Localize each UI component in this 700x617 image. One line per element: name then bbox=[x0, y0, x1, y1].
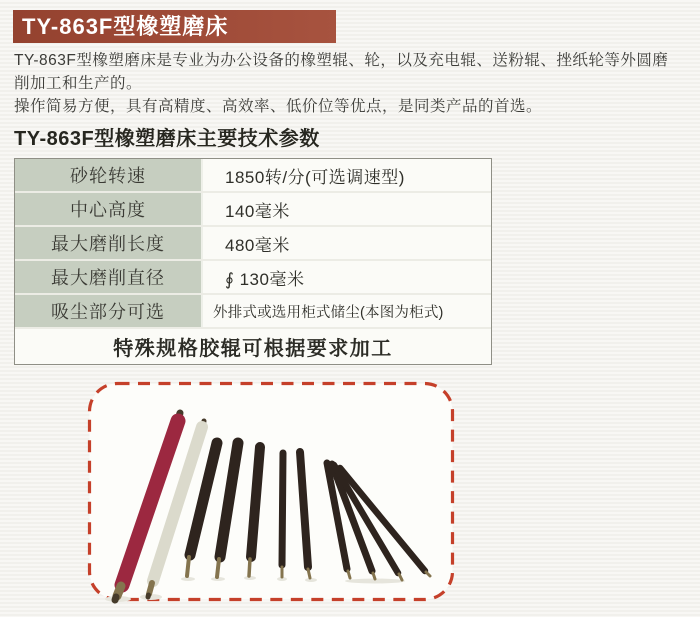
table-row bbox=[15, 261, 491, 295]
spec-value: ∮ 130毫米 bbox=[225, 269, 305, 289]
product-photo bbox=[85, 379, 457, 605]
page-title: TY-863F型橡塑磨床 bbox=[13, 10, 336, 43]
spec-label: 最大磨削直径 bbox=[15, 261, 203, 293]
table-row bbox=[15, 193, 491, 227]
table-row bbox=[15, 295, 491, 329]
spec-value: 480毫米 bbox=[225, 235, 290, 255]
spec-value: 140毫米 bbox=[225, 201, 290, 221]
spec-label: 最大磨削长度 bbox=[15, 227, 203, 259]
spec-value: 1850转/分(可选调速型) bbox=[225, 167, 405, 187]
intro-paragraph-2: 操作简易方便，具有高精度、高效率、低价位等优点，是同类产品的首选。 bbox=[14, 98, 543, 115]
intro-text bbox=[14, 49, 678, 118]
intro-paragraph-1: TY-863F型橡塑磨床是专业为办公设备的橡塑辊、轮，以及充电辊、送粉辊、挫纸轮等外圆磨削加工和生产的。 bbox=[14, 52, 669, 92]
spec-table bbox=[14, 158, 492, 365]
spec-label: 吸尘部分可选 bbox=[15, 295, 203, 327]
spec-value: 外排式或选用柜式储尘(本图为柜式) bbox=[213, 304, 444, 321]
spec-label: 砂轮转速 bbox=[15, 159, 203, 191]
table-row bbox=[15, 227, 491, 261]
table-row bbox=[15, 159, 491, 193]
spec-section-title: TY-863F型橡塑磨床主要技术参数 bbox=[14, 128, 320, 150]
spec-label: 中心高度 bbox=[15, 193, 203, 225]
roller-dark-4 bbox=[282, 453, 283, 577]
spec-table-footer-note: 特殊规格胶辊可根据要求加工 bbox=[15, 329, 491, 364]
